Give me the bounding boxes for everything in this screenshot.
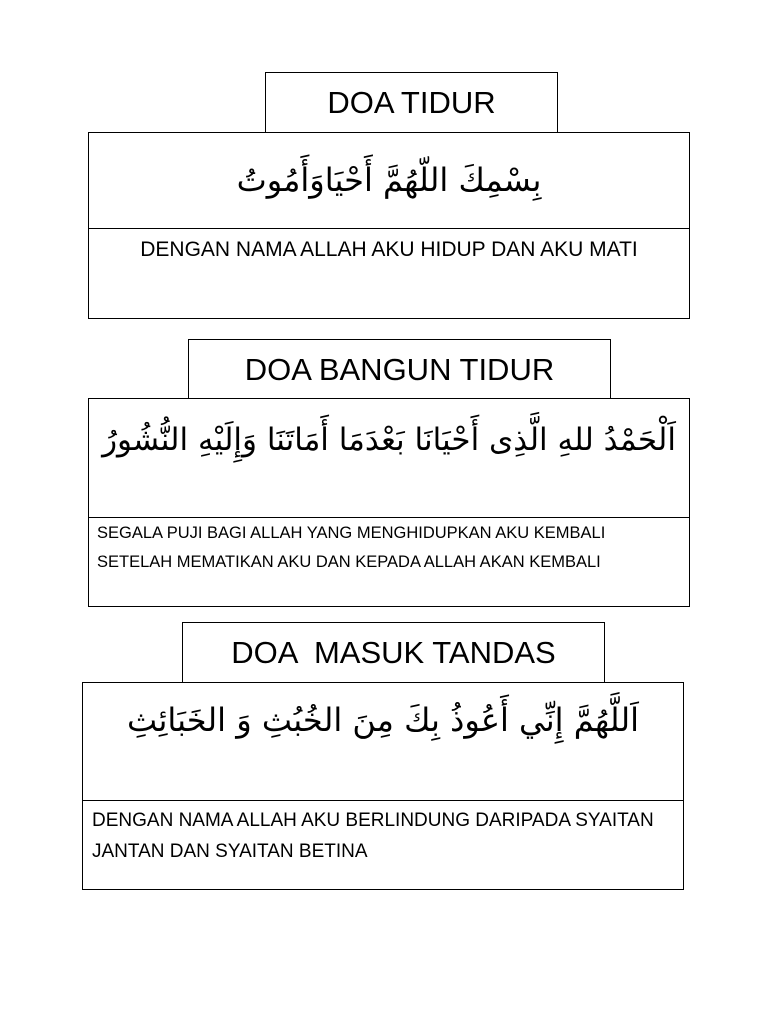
translation-line: DENGAN NAMA ALLAH AKU HIDUP DAN AKU MATI [140,238,638,261]
translation-line: SETELAH MEMATIKAN AKU DAN KEPADA ALLAH AKAN KEMBALI [97,553,601,571]
doa-title: DOA TIDUR [327,85,496,120]
doa-title-box [182,622,605,683]
translation-line: JANTAN DAN SYAITAN BETINA [92,841,368,862]
translation-cell [89,229,689,318]
translation-cell [83,801,683,889]
doa-table [82,682,684,890]
translation-line: DENGAN NAMA ALLAH AKU BERLINDUNG DARIPADA SYAITAN [92,810,654,831]
arabic-text: اَللَّهُمَّ إِنِّي أَعُوذُ بِكَ مِنَ الخُبُثِ وَ الخَبَائِثِ [127,701,639,739]
arabic-cell [89,399,689,518]
doa-table [88,132,690,319]
doa-title: DOA BANGUN TIDUR [244,351,555,387]
arabic-cell [89,133,689,229]
arabic-cell [83,683,683,801]
translation-line: SEGALA PUJI BAGI ALLAH YANG MENGHIDUPKAN AKU KEMBALI [97,524,606,542]
doa-title-box [265,72,558,133]
arabic-text: بِسْمِكَ اللّهُمَّ أَحْيَاوَأَمُوتُ [236,161,542,199]
doa-title: DOA MASUK TANDAS [231,635,556,670]
doa-table [88,398,690,607]
translation-cell [89,518,689,606]
arabic-text: اَلْحَمْدُ للهِ الَّذِى أَحْيَانَا بَعْدَمَا أَمَاتَنَا وَإِلَيْهِ النُّشُورُ [102,422,676,458]
doa-title-box [188,339,611,399]
